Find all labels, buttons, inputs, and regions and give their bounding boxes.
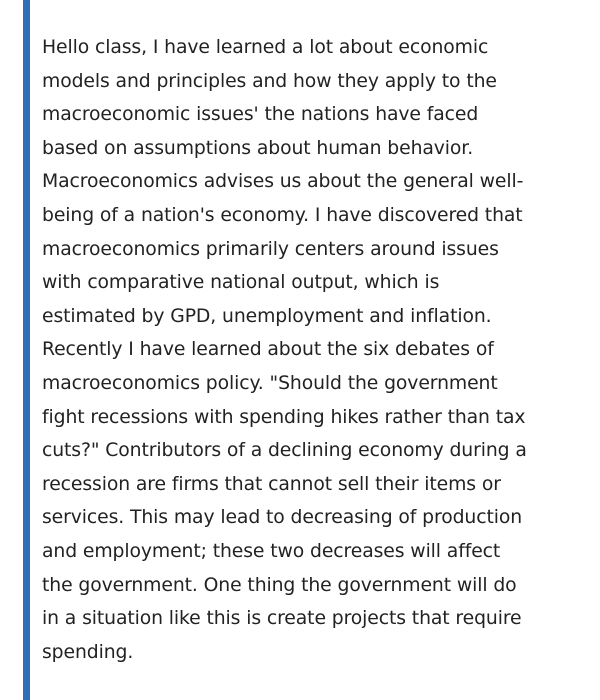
post-line: services. This may lead to decreasing of production [42,507,523,529]
post-line: the government. One thing the government will do [42,574,517,596]
post-line: fight recessions with spending hikes rather than tax [42,406,526,428]
post-line: recession are firms that cannot sell their items or [42,473,501,495]
post-line: in a situation like this is create projects that require [42,608,522,630]
post-line: Hello class, I have learned a lot about economic [42,37,489,58]
post-line: based on assumptions about human behavior. [42,137,474,159]
post-line: and employment; these two decreases will affect [42,540,501,562]
post-line: macroeconomics primarily centers around issues [42,238,499,260]
post-line: spending. [42,641,134,663]
post-line: estimated by GPD, unemployment and inflation. [42,305,492,327]
quote-accent-bar [23,0,30,700]
post-line: being of a nation's economy. I have discovered that [42,204,523,226]
post-line: Macroeconomics advises us about the general well- [42,171,524,193]
post-body [42,31,570,669]
post-line: macroeconomic issues' the nations have faced [42,104,479,126]
post-line: macroeconomics policy. "Should the government [42,372,498,394]
post-line: with comparative national output, which is [42,272,440,294]
post-line: Recently I have learned about the six debates of [42,339,494,361]
post-line: models and principles and how they apply to the [42,70,497,92]
post-line: cuts?" Contributors of a declining economy during a [42,440,527,462]
